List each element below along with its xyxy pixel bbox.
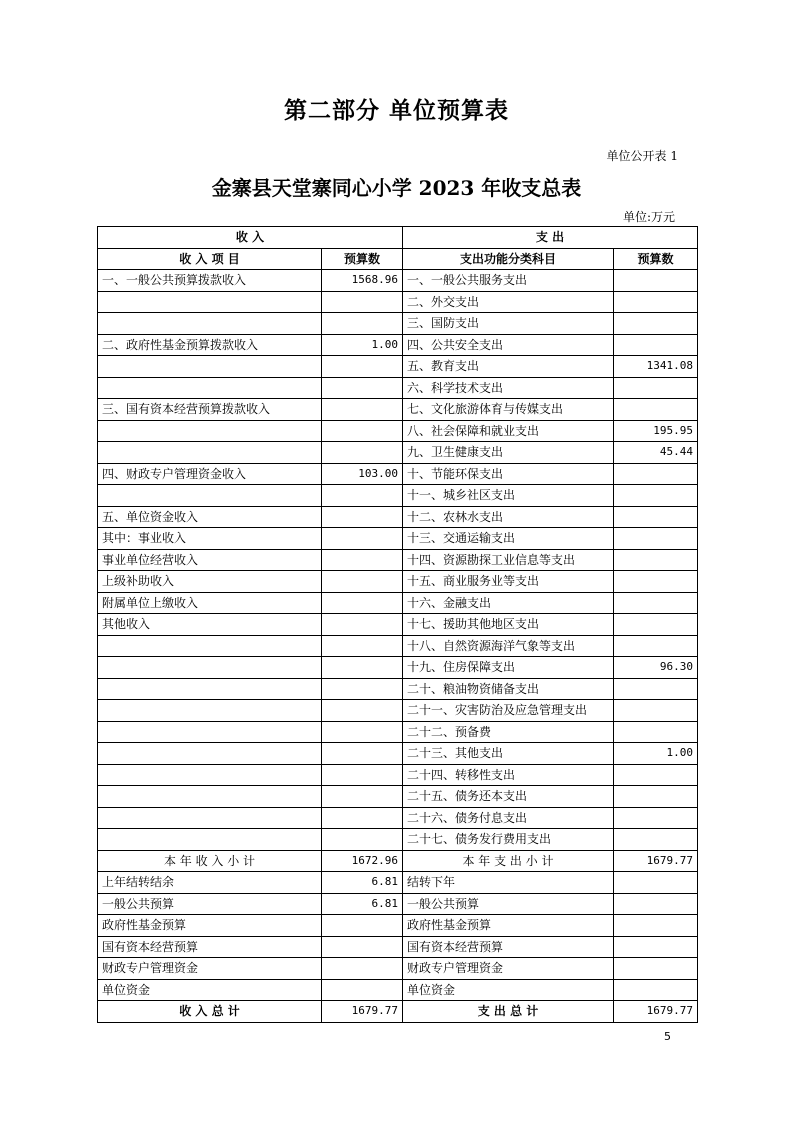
income-budget-value (322, 313, 403, 335)
expense-budget-value: 45.44 (614, 442, 698, 464)
income-subtotal-label: 本 年 收 入 小 计 (98, 850, 322, 872)
expense-total-label: 支 出 总 计 (403, 1001, 614, 1023)
carry-expense-item: 结转下年 (403, 872, 614, 894)
income-budget-value (322, 807, 403, 829)
total-row (98, 1001, 698, 1023)
carry-expense-item: 国有资本经营预算 (403, 936, 614, 958)
table-row (98, 528, 698, 550)
expense-budget-value (614, 549, 698, 571)
expense-subtotal-value: 1679.77 (614, 850, 698, 872)
carry-expense-item: 财政专户管理资金 (403, 958, 614, 980)
income-item (98, 743, 322, 765)
expense-budget-value (614, 592, 698, 614)
carry-income-value (322, 915, 403, 937)
page-title: 金寨县天堂寨同心小学 2023 年收支总表 (211, 176, 582, 200)
carry-income-value (322, 958, 403, 980)
table-row (98, 700, 698, 722)
income-budget-value (322, 678, 403, 700)
table-row (98, 420, 698, 442)
income-budget-value (322, 420, 403, 442)
income-item: 四、财政专户管理资金收入 (98, 463, 322, 485)
income-total-label: 收 入 总 计 (98, 1001, 322, 1023)
expense-budget-value (614, 678, 698, 700)
carry-income-item: 单位资金 (98, 979, 322, 1001)
income-budget-value (322, 506, 403, 528)
table-row (98, 657, 698, 679)
table-row (98, 442, 698, 464)
expense-budget-value (614, 528, 698, 550)
expense-subtotal-label: 本 年 支 出 小 计 (403, 850, 614, 872)
carry-income-item: 国有资本经营预算 (98, 936, 322, 958)
income-item: 一、一般公共预算拨款收入 (98, 270, 322, 292)
expense-budget-value (614, 377, 698, 399)
expense-budget-value (614, 334, 698, 356)
income-item: 附属单位上缴收入 (98, 592, 322, 614)
carry-expense-value (614, 872, 698, 894)
carry-income-value: 6.81 (322, 893, 403, 915)
expense-item: 二十五、债务还本支出 (403, 786, 614, 808)
income-budget-value (322, 700, 403, 722)
carry-row (98, 872, 698, 894)
expense-budget-value (614, 399, 698, 421)
expense-item: 一、一般公共服务支出 (403, 270, 614, 292)
income-budget-value (322, 635, 403, 657)
table-row (98, 592, 698, 614)
income-budget-value (322, 549, 403, 571)
expense-budget-value (614, 506, 698, 528)
expense-budget-value: 1341.08 (614, 356, 698, 378)
table-row (98, 635, 698, 657)
income-item: 上级补助收入 (98, 571, 322, 593)
income-budget-value: 103.00 (322, 463, 403, 485)
expense-item: 二十七、债务发行费用支出 (403, 829, 614, 851)
table-row (98, 399, 698, 421)
income-item (98, 807, 322, 829)
income-item (98, 485, 322, 507)
carry-income-item: 一般公共预算 (98, 893, 322, 915)
income-item (98, 829, 322, 851)
income-budget-value (322, 485, 403, 507)
table-row (98, 463, 698, 485)
income-budget-value (322, 442, 403, 464)
carry-expense-item: 一般公共预算 (403, 893, 614, 915)
carry-income-value (322, 936, 403, 958)
expense-item: 三、国防支出 (403, 313, 614, 335)
expense-item: 七、文化旅游体育与传媒支出 (403, 399, 614, 421)
expense-budget-value (614, 571, 698, 593)
expense-budget-value (614, 829, 698, 851)
income-item (98, 657, 322, 679)
expense-item: 十一、城乡社区支出 (403, 485, 614, 507)
carry-expense-value (614, 979, 698, 1001)
income-budget-value (322, 291, 403, 313)
expense-item: 十六、金融支出 (403, 592, 614, 614)
income-item (98, 313, 322, 335)
expense-budget-value (614, 614, 698, 636)
income-item: 三、国有资本经营预算拨款收入 (98, 399, 322, 421)
expense-budget-value (614, 313, 698, 335)
expense-item-header: 支出功能分类科目 (403, 248, 614, 270)
expense-item: 十八、自然资源海洋气象等支出 (403, 635, 614, 657)
expense-budget-value (614, 635, 698, 657)
table-header-row (98, 227, 698, 249)
expense-item: 二十六、债务付息支出 (403, 807, 614, 829)
income-item (98, 377, 322, 399)
income-budget-value (322, 829, 403, 851)
expense-budget-value (614, 764, 698, 786)
carry-row (98, 936, 698, 958)
table-row (98, 549, 698, 571)
table-row (98, 313, 698, 335)
expense-header: 支 出 (403, 227, 698, 249)
income-budget-value: 1.00 (322, 334, 403, 356)
subtotal-row (98, 850, 698, 872)
expense-budget-value (614, 291, 698, 313)
table-row (98, 614, 698, 636)
income-item (98, 291, 322, 313)
expense-item: 十二、农林水支出 (403, 506, 614, 528)
part-title: 第二部分 单位预算表 (283, 98, 509, 124)
income-item (98, 420, 322, 442)
carry-income-item: 上年结转结余 (98, 872, 322, 894)
expense-item: 二十二、预备费 (403, 721, 614, 743)
expense-budget-value (614, 463, 698, 485)
carry-expense-value (614, 915, 698, 937)
table-row (98, 764, 698, 786)
carry-expense-item: 政府性基金预算 (403, 915, 614, 937)
expense-item: 二十、粮油物资储备支出 (403, 678, 614, 700)
table-row (98, 786, 698, 808)
expense-budget-value (614, 721, 698, 743)
income-budget-value (322, 592, 403, 614)
expense-item: 十九、住房保障支出 (403, 657, 614, 679)
expense-item: 五、教育支出 (403, 356, 614, 378)
income-item-header: 收 入 项 目 (98, 248, 322, 270)
expense-item: 六、科学技术支出 (403, 377, 614, 399)
expense-item: 二十三、其他支出 (403, 743, 614, 765)
expense-item: 十四、资源勘探工业信息等支出 (403, 549, 614, 571)
income-budget-value (322, 721, 403, 743)
expense-budget-value (614, 270, 698, 292)
income-item: 其他收入 (98, 614, 322, 636)
income-item (98, 678, 322, 700)
income-budget-value (322, 786, 403, 808)
carry-income-item: 财政专户管理资金 (98, 958, 322, 980)
income-item: 事业单位经营收入 (98, 549, 322, 571)
expense-item: 八、社会保障和就业支出 (403, 420, 614, 442)
income-budget-value (322, 743, 403, 765)
income-budget-value (322, 528, 403, 550)
income-item (98, 442, 322, 464)
income-budget-value (322, 657, 403, 679)
table-row (98, 377, 698, 399)
expense-budget-value (614, 700, 698, 722)
expense-item: 十五、商业服务业等支出 (403, 571, 614, 593)
expense-budget-value (614, 485, 698, 507)
table-row (98, 721, 698, 743)
carry-expense-item: 单位资金 (403, 979, 614, 1001)
expense-budget-value (614, 786, 698, 808)
page-number: 5 (664, 1030, 671, 1043)
budget-summary-table (97, 226, 698, 1023)
income-budget-value (322, 377, 403, 399)
expense-budget-value: 96.30 (614, 657, 698, 679)
income-item (98, 786, 322, 808)
unit-label: 单位:万元 (622, 210, 675, 224)
table-row (98, 270, 698, 292)
table-row (98, 356, 698, 378)
income-item: 五、单位资金收入 (98, 506, 322, 528)
income-budget-value: 1568.96 (322, 270, 403, 292)
expense-item: 九、卫生健康支出 (403, 442, 614, 464)
table-column-header-row (98, 248, 698, 270)
income-total-value: 1679.77 (322, 1001, 403, 1023)
form-number: 单位公开表 1 (606, 149, 678, 163)
table-row (98, 571, 698, 593)
carry-row (98, 915, 698, 937)
expense-item: 二十一、灾害防治及应急管理支出 (403, 700, 614, 722)
income-budget-value (322, 764, 403, 786)
table-row (98, 334, 698, 356)
income-item (98, 635, 322, 657)
table-row (98, 506, 698, 528)
expense-item: 十、节能环保支出 (403, 463, 614, 485)
expense-item: 十七、援助其他地区支出 (403, 614, 614, 636)
carry-income-value (322, 979, 403, 1001)
income-item (98, 721, 322, 743)
table-row (98, 829, 698, 851)
expense-budget-value: 195.95 (614, 420, 698, 442)
expense-budget-value (614, 807, 698, 829)
income-budget-value (322, 571, 403, 593)
carry-expense-value (614, 958, 698, 980)
income-budget-header: 预算数 (322, 248, 403, 270)
income-header: 收 入 (98, 227, 403, 249)
income-item: 其中：事业收入 (98, 528, 322, 550)
expense-item: 四、公共安全支出 (403, 334, 614, 356)
table-row (98, 291, 698, 313)
carry-row (98, 958, 698, 980)
expense-item: 二十四、转移性支出 (403, 764, 614, 786)
carry-expense-value (614, 936, 698, 958)
expense-item: 二、外交支出 (403, 291, 614, 313)
expense-budget-value: 1.00 (614, 743, 698, 765)
income-budget-value (322, 399, 403, 421)
carry-income-item: 政府性基金预算 (98, 915, 322, 937)
income-budget-value (322, 614, 403, 636)
carry-expense-value (614, 893, 698, 915)
table-row (98, 678, 698, 700)
carry-row (98, 979, 698, 1001)
income-item (98, 764, 322, 786)
income-item: 二、政府性基金预算拨款收入 (98, 334, 322, 356)
income-budget-value (322, 356, 403, 378)
table-row (98, 807, 698, 829)
table-row (98, 743, 698, 765)
carry-income-value: 6.81 (322, 872, 403, 894)
income-item (98, 700, 322, 722)
expense-item: 十三、交通运输支出 (403, 528, 614, 550)
table-row (98, 485, 698, 507)
expense-total-value: 1679.77 (614, 1001, 698, 1023)
income-subtotal-value: 1672.96 (322, 850, 403, 872)
income-item (98, 356, 322, 378)
expense-budget-header: 预算数 (614, 248, 698, 270)
carry-row (98, 893, 698, 915)
